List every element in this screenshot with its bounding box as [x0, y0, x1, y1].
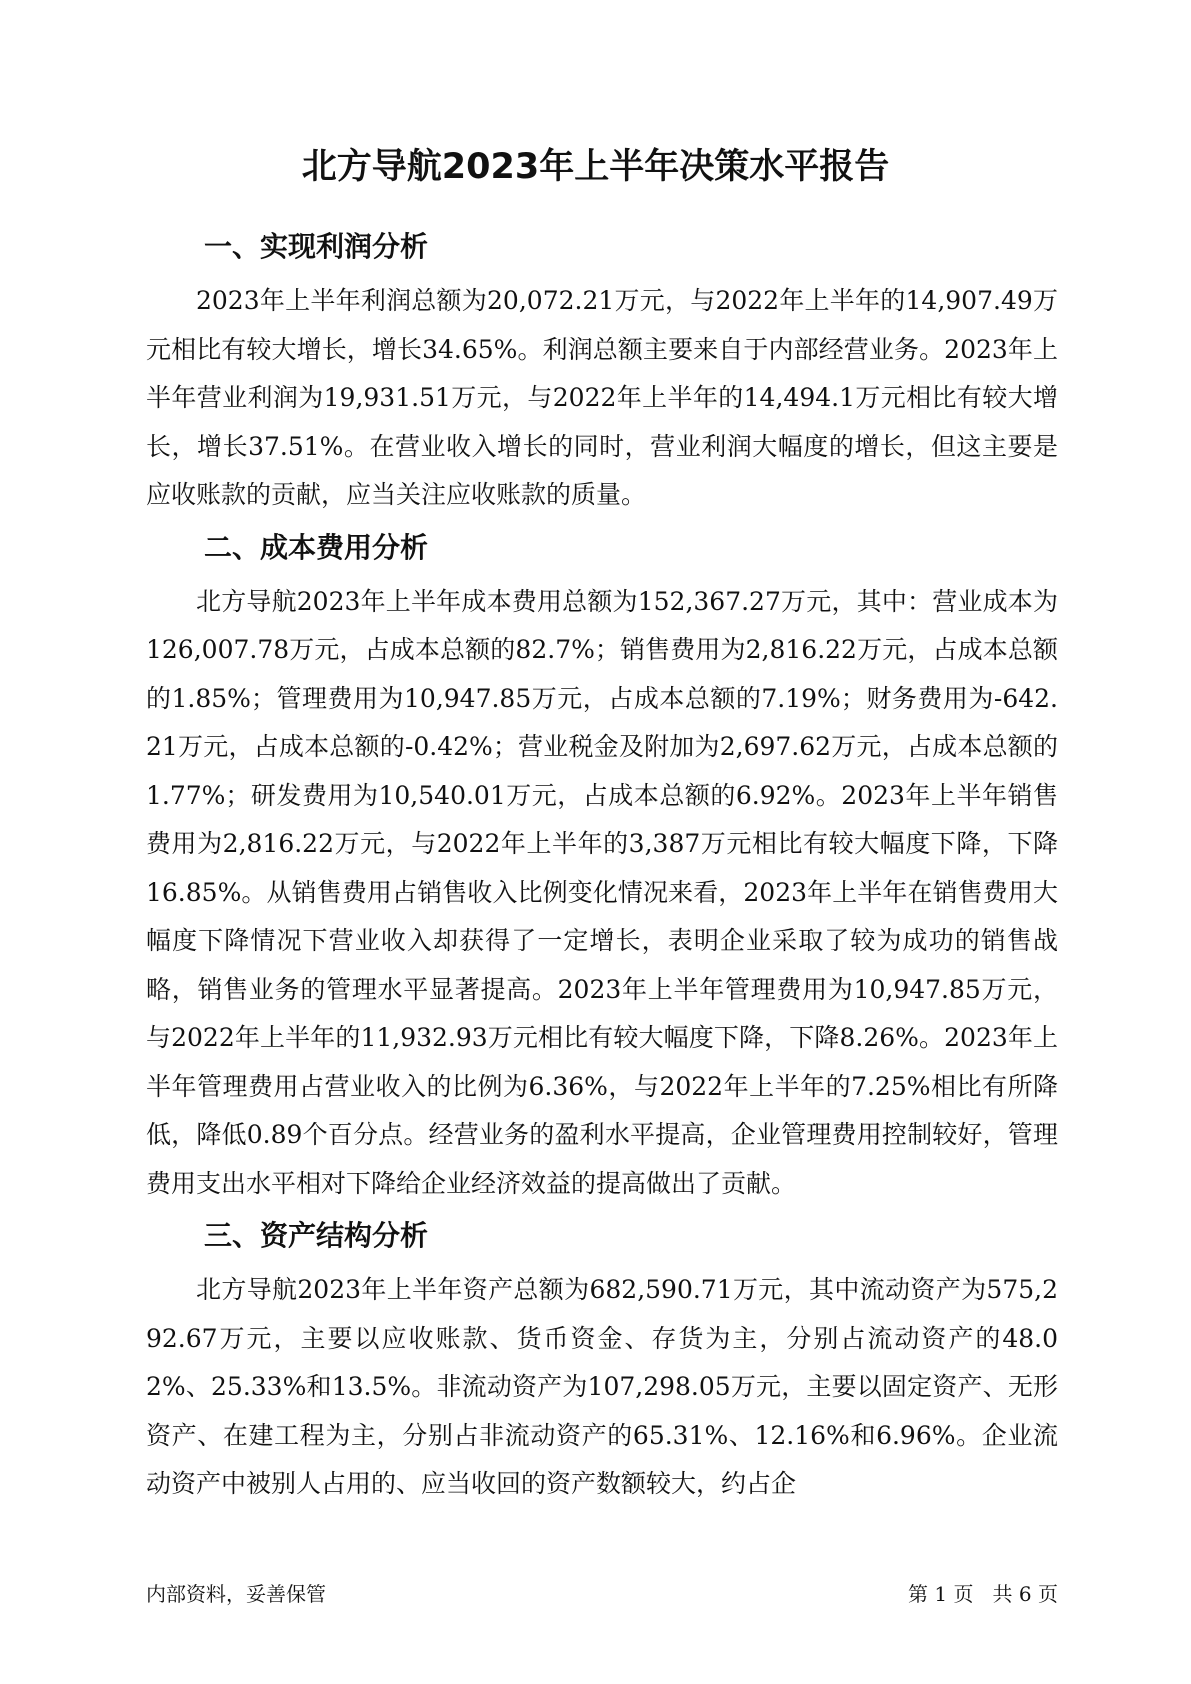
section-heading: 二、成本费用分析 [204, 530, 429, 564]
paragraph: 北方导航2023年上半年成本费用总额为152,367.27万元，其中：营业成本为126,007.78万元，占成本总额的82.7%；销售费用为2,816.22万元，占成本总额的1.85%；管理费用为10,947.85万元，占成本总额的7.19%；财务费用为-642.21万元，占成本总额的-0.42%；营业税金及附加为2,697.62万元，占成本总额的1.77%；研发费用为10,540.01万元，占成本总额的6.92%。2023年上半年销售费用为2,816.22万元，与2022年上半年的3,387万元相比有较大幅度下降，下降16.85%。从销售费用占销售收入比例变化情况来看，2023年上半年在销售费用大幅度下降情况下营业收入却获得了一定增长，表明企业采取了较为成功的销售战略，销售业务的管理水平显著提高。2023年上半年管理费用为10,947.85万元，与2022年上半年的11,932.93万元相比有较大幅度下降，下降8.26%。2023年上半年管理费用占营业收入的比例为6.36%，与2022年上半年的7.25%相比有所降低，降低0.89个百分点。经营业务的盈利水平提高，企业管理费用控制较好，管理费用支出水平相对下降给企业经济效益的提高做出了贡献。 [146, 586, 1058, 1198]
section-profit-analysis [146, 227, 1058, 520]
document-title: 北方导航2023年上半年决策水平报告 [301, 147, 890, 187]
footer-confidential-note: 内部资料，妥善保管 [146, 1582, 326, 1606]
page-number [908, 1580, 1058, 1608]
section-heading: 一、实现利润分析 [204, 230, 429, 263]
paragraph: 2023年上半年利润总额为20,072.21万元，与2022年上半年的14,907.49万元相比有较大增长，增长34.65%。利润总额主要来自于内部经营业务。2023年上半年营业利润为19,931.51万元，与2022年上半年的14,494.1万元相比有较大增长，增长37.51%。在营业收入增长的同时，营业利润大幅度的增长，但这主要是应收账款的贡献，应当关注应收账款的质量。 [146, 286, 1058, 509]
page-number-text: 第 1 页 共 6 页 [908, 1582, 1058, 1606]
paragraph: 北方导航2023年上半年资产总额为682,590.71万元，其中流动资产为575,292.67万元，主要以应收账款、货币资金、存货为主，分别占流动资产的48.02%、25.33%和13.5%。非流动资产为107,298.05万元，主要以固定资产、无形资产、在建工程为主，分别占非流动资产的65.31%、12.16%和6.96%。企业流动资产中被别人占用的、应当收回的资产数额较大，约占企 [146, 1275, 1058, 1498]
section-asset-structure [146, 1216, 1058, 1509]
page-footer [146, 1580, 1058, 1608]
document-body [146, 223, 1058, 1517]
section-heading: 三、资产结构分析 [204, 1219, 429, 1252]
section-cost-analysis [146, 528, 1058, 1209]
